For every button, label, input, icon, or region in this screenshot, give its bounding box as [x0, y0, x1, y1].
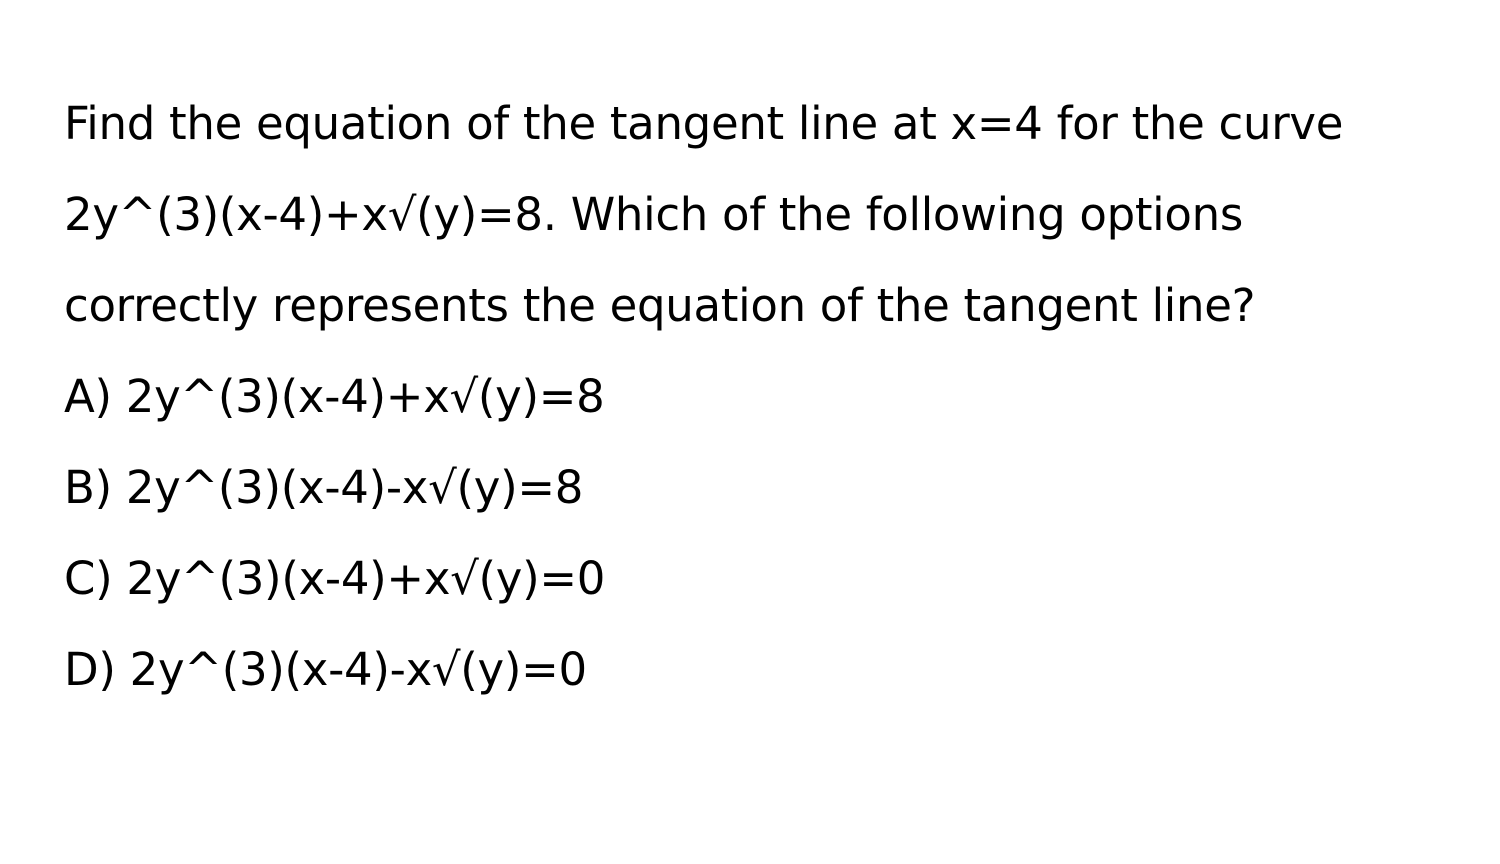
option-text: 2y^(3)(x-4)+x√(y)=8: [125, 370, 605, 423]
option-letter: C): [64, 552, 113, 605]
option-text: 2y^(3)(x-4)-x√(y)=0: [129, 643, 587, 696]
answer-options: [64, 351, 1444, 715]
option-d[interactable]: [64, 624, 1444, 715]
question-text: Find the equation of the tangent line at x=4 for the curve 2y^(3)(x-4)+x√(y)=8. Which of the following options correctly represents the equation of the tangent line?: [64, 97, 1344, 332]
option-letter: A): [64, 370, 112, 423]
option-text: 2y^(3)(x-4)+x√(y)=0: [126, 552, 606, 605]
option-c[interactable]: [64, 533, 1444, 624]
question-card: [64, 78, 1444, 715]
option-letter: B): [64, 461, 112, 514]
option-b[interactable]: [64, 442, 1444, 533]
option-a[interactable]: [64, 351, 1444, 442]
option-text: 2y^(3)(x-4)-x√(y)=8: [125, 461, 584, 514]
option-letter: D): [64, 643, 116, 696]
